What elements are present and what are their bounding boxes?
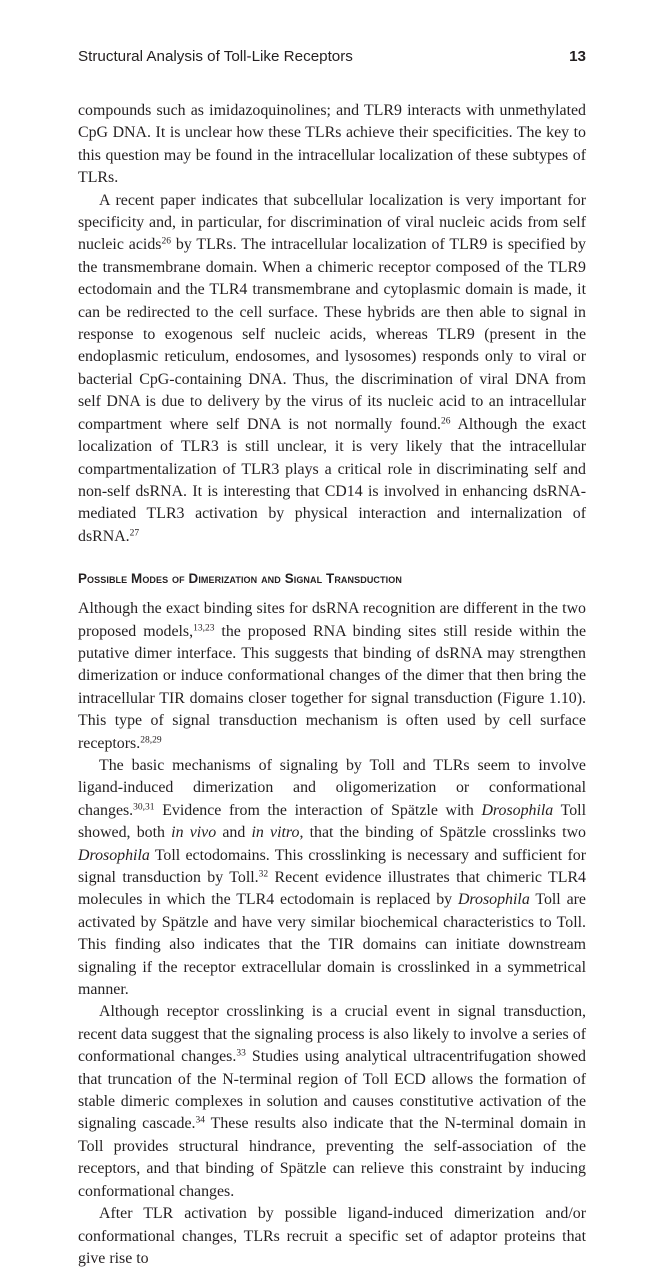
paragraph-2-text-a: A recent paper indicates that subcellular localization is very important for specificity and, in particular, for discrimination of viral nucleic acids from self nucleic acids [78, 191, 586, 254]
paragraph-3-text-b: the proposed RNA binding sites still reside within the putative dimer interface. This suggests that binding of dsRNA may strengthen dimerization or induce conformational changes of the dimer that then bring the intracellular TIR domains closer together for signal transduction (Figure 1.10). This type of signal transduction mechanism is often used by cell surface receptors. [78, 622, 586, 752]
citation-27: 27 [129, 528, 140, 539]
paragraph-3 [78, 598, 586, 755]
paragraph-2 [78, 190, 586, 549]
running-head [78, 48, 586, 70]
paragraph-6: After TLR activation by possible ligand-induced dimerization and/or conformational changes, TLRs recruit a specific set of adaptor proteins that give rise to [78, 1205, 586, 1267]
paragraph-2-text-b: by TLRs. The intracellular localization of TLR9 is specified by the transmembrane domain. When a chimeric receptor composed of the TLR9 ectodomain and the TLR4 transmembrane and cytoplasmic domain is made, it can be redirected to the cell surface. These hybrids are then able to signal in response to exogenous self nucleic acids, whereas TLR9 (present in the endoplasmic reticulum, endosomes, and lysosomes) responds only to viral or bacterial CpG-containing DNA. Thus, the discrimination of viral DNA from self DNA is due to delivery by the virus of its nucleic acid to an intracellular compartment where self DNA is not normally found. [78, 236, 586, 433]
page-number: 13 [569, 48, 586, 65]
paragraph-5-text-a: Although receptor crosslinking is a crucial event in signal transduction, recent data suggest that the signaling process is also likely to involve a series of conformational changes. [78, 1003, 586, 1066]
page [78, 40, 586, 1270]
paragraph-5-text-c: These results also indicate that the N-terminal domain in Toll provides structural hindrance, preventing the self-association of the receptors, and that binding of Spätzle can relieve this constraint by inducing conformational changes. [78, 1115, 586, 1200]
paragraph-4-text-c: Toll showed, both [78, 801, 586, 842]
citation-13-23: 13,23 [193, 623, 215, 634]
body-text [78, 100, 586, 1270]
paragraph-4-text-e: , that the binding of Spätzle crosslinks two [299, 824, 586, 842]
paragraph-4-text-f: Toll ectodomains. This crosslinking is necessary and sufficient for signal transduction by Toll. [78, 846, 586, 886]
citation-30-31: 30,31 [133, 802, 155, 813]
paragraph-1: compounds such as imidazoquinolines; and TLR9 interacts with unmethylated CpG DNA. It is unclear how these TLRs achieve their specificities. The key to this question may be found in the intracellular localization of these subtypes of TLRs. [78, 102, 586, 187]
paragraph-4 [78, 755, 586, 1001]
running-title: Structural Analysis of Toll-Like Receptors [78, 48, 353, 65]
italic-drosophila-2: Drosophila [78, 846, 150, 864]
paragraph-2-text-c: Although the exact localization of TLR3 is still unclear, it is very likely that the intracellular compartmentalization of TLR3 plays a critical role in discriminating self and non-self dsRNA. It is interesting that CD14 is involved in enhancing dsRNA-mediated TLR3 activation by physical interaction and internalization of dsRNA. [78, 415, 586, 545]
citation-28-29: 28,29 [140, 735, 162, 746]
citation-26b: 26 [441, 416, 451, 427]
paragraph-4-text-g: Recent evidence illustrates that chimeric TLR4 molecules in which the TLR4 ectodomain is replaced by [78, 869, 586, 909]
paragraph-4-text-h: Toll are activated by Spätzle and have very similar biochemical characteristics to Toll. This finding also indicates that the TIR domains can initiate downstream signaling if the receptor extracellular domain is crosslinked in a symmetrical manner. [78, 891, 586, 999]
citation-32: 32 [258, 869, 269, 880]
citation-34: 34 [195, 1115, 206, 1126]
paragraph-4-text-b: Evidence from the interaction of Spätzle with [154, 801, 482, 819]
paragraph-5 [78, 1001, 586, 1203]
italic-in-vivo: in vivo [171, 824, 217, 842]
paragraph-5-text-b: Studies using analytical ultracentrifugation showed that truncation of the N-terminal region of Toll ECD allows the formation of stable dimeric complexes in solution and causes constitutive activation of the signaling cascade. [78, 1048, 586, 1133]
italic-drosophila: Drosophila [481, 801, 554, 819]
paragraph-4-text-a: The basic mechanisms of signaling by Toll and TLRs seem to involve ligand-induced dimerization and oligomerization or conformational changes. [78, 756, 586, 819]
paragraph-3-text-a: Although the exact binding sites for dsRNA recognition are different in the two proposed models, [78, 600, 586, 640]
italic-drosophila-3: Drosophila [457, 891, 530, 909]
italic-in-vitro: in vitro [251, 824, 300, 842]
section-heading: Possible Modes of Dimerization and Signal Transduction [78, 571, 402, 587]
paragraph-4-text-d: and [216, 824, 252, 842]
citation-26: 26 [161, 236, 171, 247]
citation-33: 33 [236, 1048, 246, 1059]
